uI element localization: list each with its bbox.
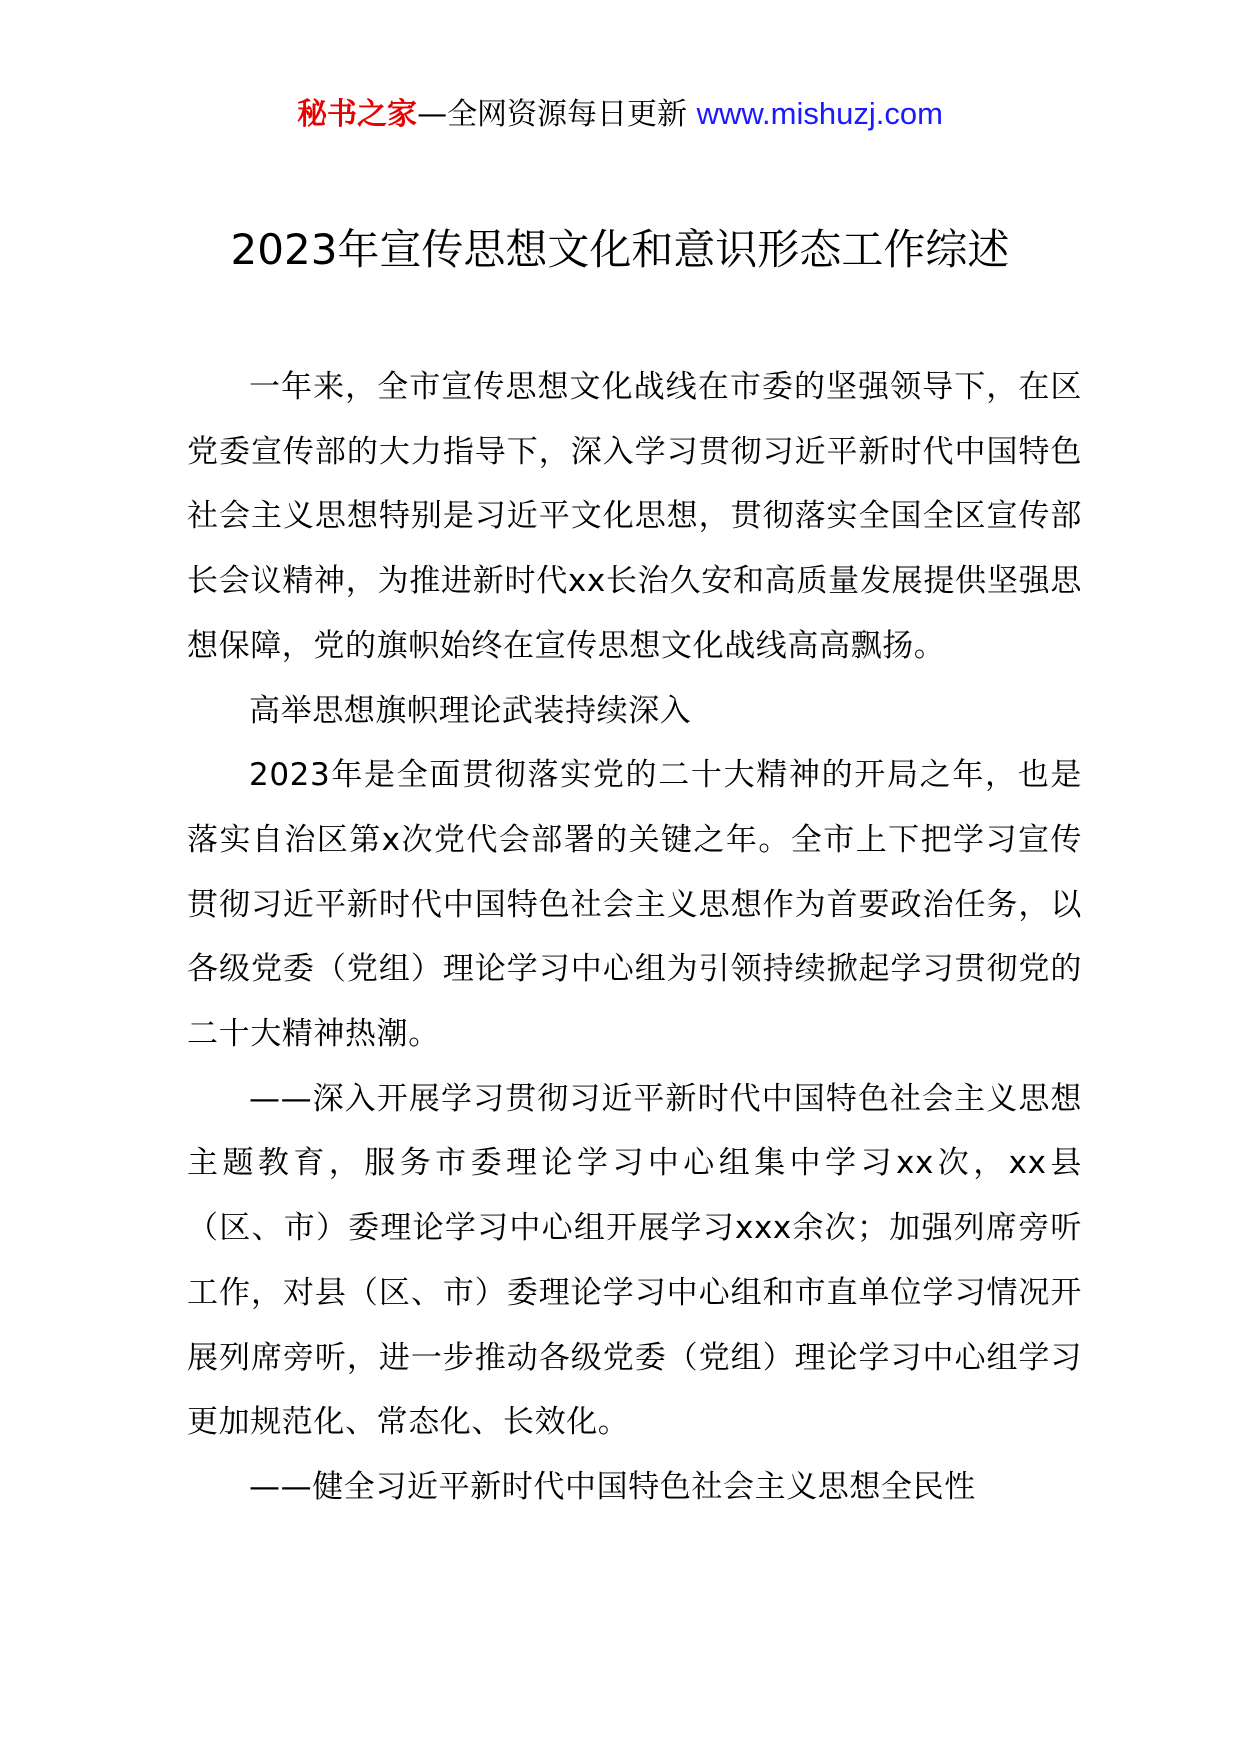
site-url-link[interactable]: www.mishuzj.com — [696, 96, 943, 131]
document-body — [187, 355, 1082, 1520]
section-heading: 高举思想旗帜理论武装持续深入 — [249, 692, 692, 729]
site-slogan: —全网资源每日更新 — [417, 97, 688, 132]
paragraph-2023-overview: 2023年是全面贯彻落实党的二十大精神的开局之年，也是落实自治区第x次党代会部署的关键之年。全市上下把学习宣传贯彻习近平新时代中国特色社会主义思想作为首要政治任务，以各级党委（党组）理论学习中心组为引领持续掀起学习贯彻党的二十大精神热潮。 — [187, 757, 1082, 1053]
paragraph-intro: 一年来，全市宣传思想文化战线在市委的坚强领导下，在区党委宣传部的大力指导下，深入学习贯彻习近平新时代中国特色社会主义思想特别是习近平文化思想，贯彻落实全国全区宣传部长会议精神，为推进新时代xx长治久安和高质量发展提供坚强思想保障，党的旗帜始终在宣传思想文化战线高高飘扬。 — [187, 369, 1082, 664]
site-header — [0, 94, 1240, 135]
paragraph-public-study: ——健全习近平新时代中国特色社会主义思想全民性 — [249, 1468, 976, 1505]
paragraph-theme-education: ——深入开展学习贯彻习近平新时代中国特色社会主义思想主题教育，服务市委理论学习中心组集中学习xx次，xx县（区、市）委理论学习中心组开展学习xxx余次；加强列席旁听工作，对县（区、市）委理论学习中心组和市直单位学习情况开展列席旁听，进一步推动各级党委（党组）理论学习中心组学习更加规范化、常态化、长效化。 — [187, 1080, 1082, 1441]
site-name: 秘书之家 — [297, 97, 418, 132]
document-title: 2023年宣传思想文化和意识形态工作综述 — [230, 225, 1010, 274]
